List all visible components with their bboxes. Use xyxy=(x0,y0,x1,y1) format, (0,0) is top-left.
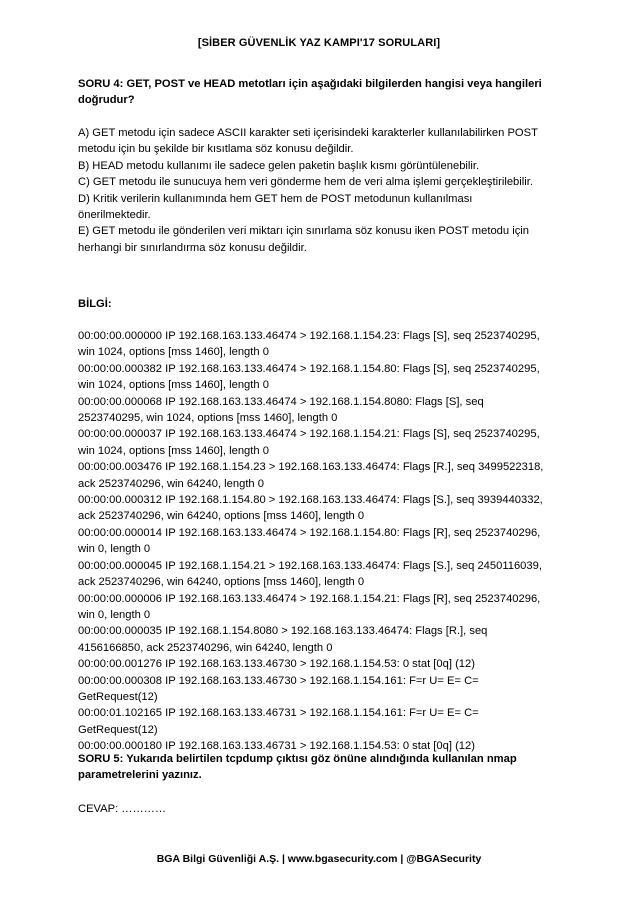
log-line: 00:00:00.000045 IP 192.168.1.154.21 > 192.168.163.133.46474: Flags [S.], seq 2450116039, xyxy=(78,559,542,572)
log-line: 00:00:00.000037 IP 192.168.163.133.46474 > 192.168.1.154.21: Flags [S], seq 2523740295, xyxy=(78,428,540,441)
question-4-title-line-1: SORU 4: GET, POST ve HEAD metotları için aşağıdaki bilgilerden hangisi veya hangileri xyxy=(78,78,542,90)
log-line: win 0, length 0 xyxy=(78,608,151,621)
question-4-title-line-2: doğrudur? xyxy=(78,94,135,107)
info-title xyxy=(78,296,568,312)
question-4 xyxy=(78,76,568,109)
option-line: herhangi bir sınırlandırma söz konusu değildir. xyxy=(78,241,307,254)
info-heading: BİLGİ: xyxy=(78,298,112,310)
option-line: D) Kritik verilerin kullanımında hem GET hem de POST metodunun kullanılması xyxy=(78,192,473,205)
question-5-title-line-1: SORU 5: Yukarıda belirtilen tcpdump çıktısı göz önüne alındığında kullanılan nmap xyxy=(78,753,517,765)
log-line: 00:00:00.000308 IP 192.168.163.133.46730 > 192.168.1.154.161: F=r U= E= C= xyxy=(78,674,479,687)
page-header: [SİBER GÜVENLİK YAZ KAMPI'17 SORULARI] xyxy=(197,37,441,49)
question-4-options xyxy=(78,125,568,256)
log-line: 00:00:00.000035 IP 192.168.1.154.8080 > 192.168.163.133.46474: Flags [R.], seq xyxy=(78,625,488,638)
log-line: 2523740295, win 1024, options [mss 1460], length 0 xyxy=(78,412,338,425)
option-line: E) GET metodu ile gönderilen veri miktarı için sınırlama söz konusu iken POST metodu için xyxy=(78,225,530,238)
log-line: 00:00:00.000382 IP 192.168.163.133.46474 > 192.168.1.154.80: Flags [S], seq 2523740295, xyxy=(78,362,540,375)
log-line: ack 2523740296, win 64240, length 0 xyxy=(78,477,264,490)
log-line: 00:00:00.003476 IP 192.168.1.154.23 > 192.168.163.133.46474: Flags [R.], seq 3499522318, xyxy=(78,461,544,474)
tcpdump-output xyxy=(78,328,568,755)
option-line: C) GET metodu ile sunucuya hem veri gönderme hem de veri alma işlemi gerçekleştirilebilir. xyxy=(78,176,533,189)
log-line: win 0, length 0 xyxy=(78,543,151,556)
log-line: ack 2523740296, win 64240, options [mss 1460], length 0 xyxy=(78,576,365,589)
log-line: 00:00:00.000006 IP 192.168.163.133.46474 > 192.168.1.154.21: Flags [R], seq 2523740296, xyxy=(78,592,541,605)
option-line: metodu için bu şekilde bir kısıtlama söz konusu değildir. xyxy=(78,143,354,156)
option-line: B) HEAD metodu kullanımı ile sadece gelen paketin başlık kısmı görüntülenebilir. xyxy=(78,159,480,172)
log-line: 00:00:00.000312 IP 192.168.1.154.80 > 192.168.163.133.46474: Flags [S.], seq 3939440332, xyxy=(78,494,543,507)
log-line: 00:00:00.000000 IP 192.168.163.133.46474 > 192.168.1.154.23: Flags [S], seq 2523740295, xyxy=(78,330,540,342)
answer-line: CEVAP: ………… xyxy=(78,803,167,815)
question-5 xyxy=(78,751,568,784)
log-line: 00:00:00.000068 IP 192.168.163.133.46474 > 192.168.1.154.8080: Flags [S], seq xyxy=(78,395,484,408)
log-line: 4156166850, ack 2523740296, win 64240, length 0 xyxy=(78,641,333,654)
page-footer: BGA Bilgi Güvenliği A.Ş. | www.bgasecurity.com | @BGASecurity xyxy=(156,853,482,865)
log-line: GetRequest(12) xyxy=(78,723,158,736)
log-line: win 1024, options [mss 1460], length 0 xyxy=(78,444,269,457)
log-line: win 1024, options [mss 1460], length 0 xyxy=(78,346,269,359)
log-line: 00:00:00.000180 IP 192.168.163.133.46731 > 192.168.1.154.53: 0 stat [0q] (12) xyxy=(78,740,475,753)
question-5-answer xyxy=(78,801,568,817)
question-5-title-line-2: parametrelerini yazınız. xyxy=(78,769,202,782)
option-line: A) GET metodu için sadece ASCII karakter seti içerisindeki karakterler kullanılabilirken POST xyxy=(78,127,538,139)
log-line: 00:00:00.000014 IP 192.168.163.133.46474 > 192.168.1.154.80: Flags [R], seq 2523740296, xyxy=(78,526,541,539)
log-line: 00:00:01.102165 IP 192.168.163.133.46731 > 192.168.1.154.161: F=r U= E= C= xyxy=(78,707,479,720)
log-line: ack 2523740296, win 64240, options [mss 1460], length 0 xyxy=(78,510,365,523)
log-line: 00:00:00.001276 IP 192.168.163.133.46730 > 192.168.1.154.53: 0 stat [0q] (12) xyxy=(78,658,475,671)
option-line: önerilmektedir. xyxy=(78,209,151,222)
log-line: win 1024, options [mss 1460], length 0 xyxy=(78,379,269,392)
log-line: GetRequest(12) xyxy=(78,690,158,703)
